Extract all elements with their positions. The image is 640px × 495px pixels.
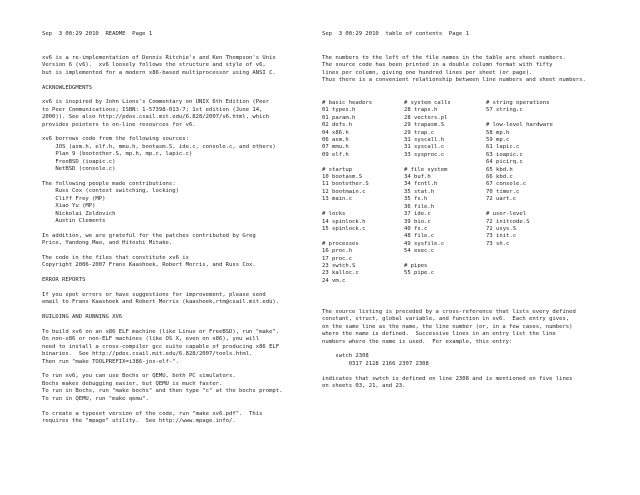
- toc-page-header: Sep 3 00:29 2010 table of contents Page 1: [322, 31, 469, 37]
- readme-page-header: Sep 3 00:29 2010 README Page 1: [42, 31, 153, 37]
- readme-body-text: xv6 is a re-implementation of Dennis Ritchie's and Ken Thompson's Unix Version 6 (v6). xv6 loosely follows the structure and style of v6, but is implemented for a modern x86-based multiprocessor using ANSI C. ACKNOWLEDGMENTS xv6 is inspired by John Lions's Commentary on UNIX 6th Edition (Peer to Peer Communications; ISBN: 1-57398-013-7; 1st edition (June 14, 2000)). See also http://pdos.csail.mit.edu/6.828/2007/v6.html, which provides pointers to on-line resources for v6. xv6 borrows code from the following sources: JOS (asm.h, elf.h, mmu.h, bootasm.S, ide.c, console.c, and others) Plan 9 (bootother.S, mp.h, mp.c, lapic.c) FreeBSD (ioapic.c) NetBSD (console.c) The following people made contributions: Russ Cox (context switching, locking) Cliff Frey (MP) Xiao Yu (MP) Nickolai Zeldovich Austin Clements In addition, we are grateful for the patches contributed by Greg Price, Yandong Mao, and Hitoshi Mitake. The code in the files that constitute xv6 is Copyright 2006-2007 Frans Kaashoek, Robert Morris, and Russ Cox. ERROR REPORTS If you spot errors or have suggestions for improvement, please send email to Frans Kaashoek and Robert Morris (kaashoek,rtm@csail.mit.edu). BUILDING AND RUNNING XV6 To build xv6 on an x86 ELF machine (like Linux or FreeBSD), run "make". On non-x86 or non-ELF machines (like OS X, even on x86), you will need to install a cross-compiler gcc suite capable of producing x86 ELF binaries. See http://pdos.csail.mit.edu/6.828/2007/tools.html. Then run "make TOOLPREFIX=i386-jos-elf-". To run xv6, you can use Bochs or QEMU, both PC simulators. Bochs makes debugging easier, but QEMU is much faster. To run in Bochs, run "make bochs" and then type "c" at the bochs prompt. To run in QEMU, run "make qemu". To create a typeset version of the code, run "make xv6.pdf". This requires the "mpage" utility. See http://www.mpage.info/.: [42, 55, 283, 424]
- toc-column-1: # basic headers 01 types.h 01 param.h 02 defs.h 04 x86.h 06 asm.h 07 mmu.h 09 elf.h # startup 10 bootasm.S 11 bootother.S 12 bootmain.c 13 main.c # locks 14 spinlock.h 15 spinlock.c # processes 16 proc.h 17 proc.c 23 swtch.S 23 kalloc.c 24 vm.c: [322, 100, 373, 284]
- cross-reference-text: The source listing is preceded by a cross-reference that lists every defined constant, struct, global variable, and function in xv6. Each entry gives, on the same line as the name, the line number (or, in a few cases, numbers) where the name is defined. Successive lines in an entry list the line numbers where the name is used. For example, this entry: swtch 2308 0317 2128 2166 2307 2308 indicates that swtch is defined on line 2308 and is mentioned on five lines on sheets 03, 21, and 23.: [322, 309, 576, 390]
- toc-column-2: # system calls 28 traps.h 28 vectors.pl 29 trapasm.S 29 trap.c 31 syscall.h 31 syscall.c 33 sysproc.c # file system 34 buf.h 34 fcntl.h 35 stat.h 35 fs.h 36 file.h 37 ide.c 39 bio.c 40 fs.c 48 file.c 49 sysfile.c 54 exec.c # pipes 55 pipe.c: [404, 100, 451, 277]
- toc-intro-text: The numbers to the left of the file names in the table are sheet numbers. The source code has been printed in a double column format with fifty lines per column, giving one hundred lines per sheet (or page). Thus there is a convenient relationship between line numbers and sheet numbers.: [322, 55, 586, 84]
- toc-column-3: # string operations 57 string.c # low-level hardware 58 mp.h 59 mp.c 61 lapic.c 63 ioapic.c 64 picirq.c 65 kbd.h 66 kbd.c 67 console.c 70 timer.c 72 uart.c # user-level 72 initcode.S 72 usys.S 73 init.c 73 sh.c: [486, 100, 553, 247]
